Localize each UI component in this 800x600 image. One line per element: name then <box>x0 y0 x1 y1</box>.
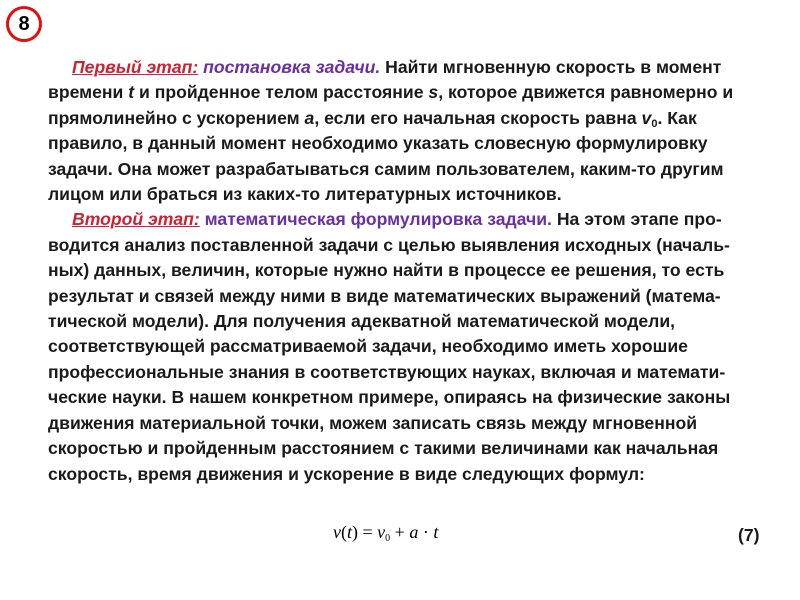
formula-symbol: · <box>418 522 434 542</box>
slide-number: 8 <box>18 12 30 35</box>
text-line <box>48 106 748 131</box>
formula-symbol: a <box>409 522 419 542</box>
text-span: прямолинейно с ускорением <box>48 107 305 128</box>
variable-a: a <box>304 107 315 128</box>
text-line: соответствующей рассматриваемой задачи, необходимо иметь хорошие <box>48 336 688 357</box>
formula-symbol: = <box>358 522 378 542</box>
formula-symbol: v <box>377 522 386 542</box>
formula <box>333 522 438 543</box>
text-line: ческие науки. В нашем конкретном примере, опираясь на физические законы <box>48 387 731 408</box>
variable-v: v <box>641 107 652 128</box>
stage-heading: математическая формулировка задачи. <box>204 209 552 230</box>
slide-number-badge <box>6 6 42 42</box>
equation-number: (7) <box>738 525 760 545</box>
text-line <box>48 207 748 232</box>
stage-label: Второй этап: <box>72 209 200 230</box>
text-span: . Как <box>657 107 697 128</box>
text-span: На этом этапе про- <box>556 209 722 230</box>
text-span: времени <box>48 82 129 103</box>
formula-symbol: v <box>333 522 341 542</box>
text-line: профессиональные знания в соответствующих науках, включая и математи- <box>48 361 726 382</box>
slide-body-text <box>48 55 748 487</box>
subscript: 0 <box>651 117 658 130</box>
text-span: , если его начальная скорость равна <box>314 107 642 128</box>
text-line: движения материальной точки, можем записать связь между мгновенной <box>48 412 698 433</box>
stage-label: Первый этап: <box>72 57 199 77</box>
text-line: тической модели). Для получения адекватной математической модели, <box>48 311 676 332</box>
text-span: и пройденное телом расстояние <box>134 82 429 103</box>
text-line: задачи. Она может разрабатываться самим пользователем, каким-то другим <box>48 158 724 179</box>
formula-subscript: 0 <box>385 533 391 544</box>
text-line: водится анализ поставленной задачи с целью выявления исходных (началь- <box>48 234 730 255</box>
formula-symbol: t <box>433 522 439 542</box>
formula-symbol: + <box>390 522 410 542</box>
text-line: скорость, время движения и ускорение в виде следующих формул: <box>48 463 645 484</box>
text-line: лицом или браться из каких-то литературных источников. <box>48 184 562 205</box>
stage-heading: постановка задачи. <box>203 57 381 77</box>
variable-t: t <box>128 82 135 103</box>
text-line: скоростью и пройденным расстоянием с такими величинами как начальная <box>48 438 719 459</box>
text-span: , которое движется равномерно и <box>438 82 734 103</box>
text-line: результат и связей между ними в виде математических выражений (матема- <box>48 285 721 306</box>
text-line: ных) данных, величин, которые нужно найти в процессе ее решения, то есть <box>48 260 725 281</box>
text-line <box>48 55 748 80</box>
variable-s: s <box>428 82 439 103</box>
text-line <box>48 80 748 105</box>
formula-symbol: t <box>347 522 353 542</box>
text-span: Найти мгновенную скорость в момент <box>385 57 722 77</box>
text-line: правило, в данный момент необходимо указать словесную формулировку <box>48 133 708 154</box>
formula-symbol: ) <box>352 522 359 542</box>
formula-symbol: ( <box>341 522 347 542</box>
